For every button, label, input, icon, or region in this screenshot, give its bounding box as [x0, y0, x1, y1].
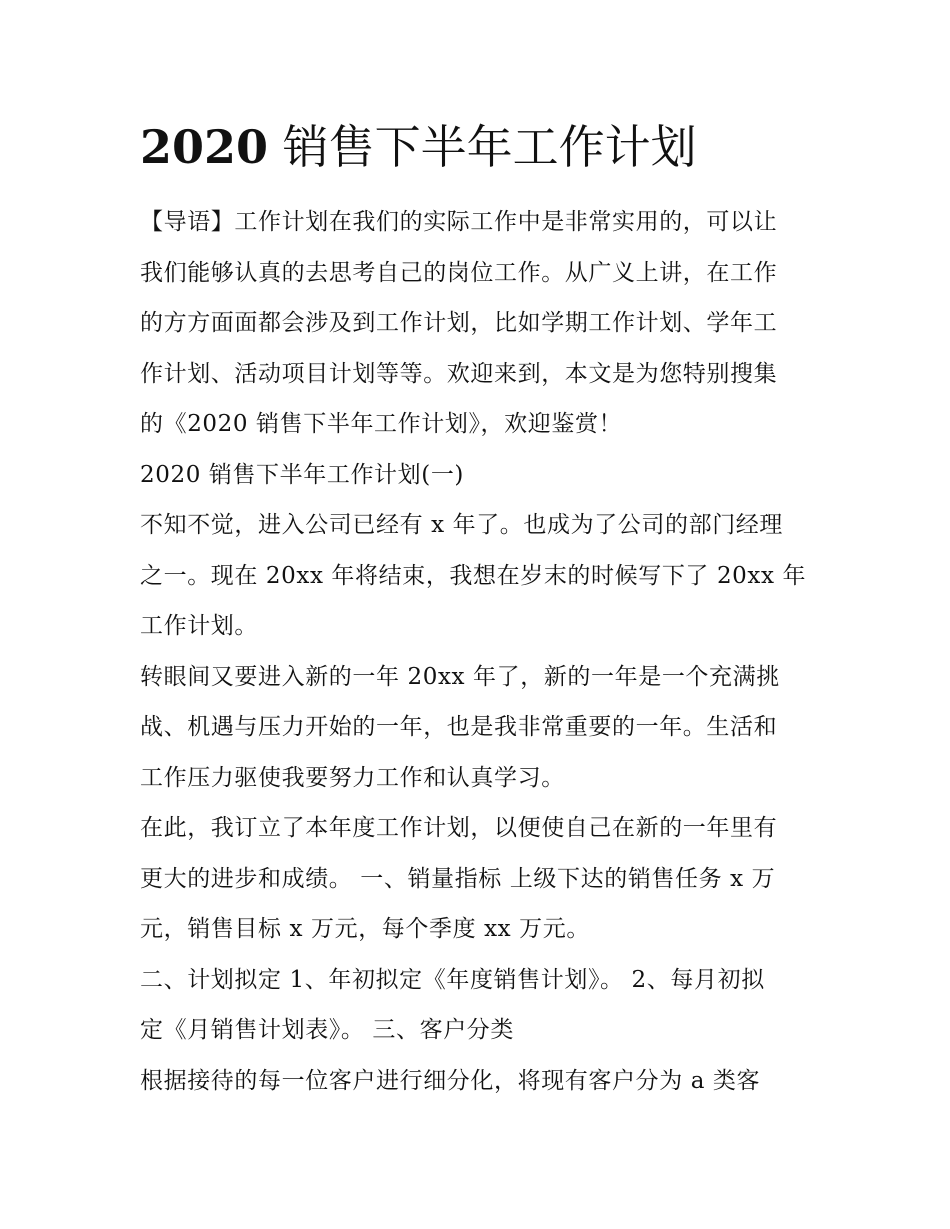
text-line: 【导语】工作计划在我们的实际工作中是非常实用的，可以让 [140, 209, 778, 235]
text-line: 的《2020 销售下半年工作计划》，欢迎鉴赏！ [140, 411, 623, 437]
document-title [140, 112, 820, 182]
document-body [140, 197, 812, 1106]
text-line: 二、计划拟定 1、年初拟定《年度销售计划》。 2、每月初拟 [140, 966, 765, 993]
text-line: 工作压力驱使我要努力工作和认真学习。 [140, 764, 565, 791]
text-line: 之一。现在 20xx 年将结束，我想在岁末的时候写下了 20xx 年 [140, 562, 807, 589]
text-line: 的方方面面都会涉及到工作计划，比如学期工作计划、学年工 [140, 310, 778, 336]
text-line: 定《月销售计划表》。 三、客户分类 [140, 1017, 515, 1043]
text-line: 我们能够认真的去思考自己的岗位工作。从广义上讲，在工作 [140, 259, 778, 286]
title-text: 销售下半年工作计划 [282, 120, 697, 174]
text-line: 转眼间又要进入新的一年 20xx 年了，新的一年是一个充满挑 [140, 663, 780, 690]
text-line: 根据接待的每一位客户进行细分化，将现有客户分为 a 类客 [140, 1067, 761, 1094]
title-year: 2020 [140, 120, 269, 174]
text-line: 元，销售目标 x 万元，每个季度 xx 万元。 [140, 916, 590, 942]
text-line: 战、机遇与压力开始的一年，也是我非常重要的一年。生活和 [140, 714, 778, 740]
section-heading: 2020 销售下半年工作计划(一) [140, 461, 464, 488]
text-line: 作计划、活动项目计划等等。欢迎来到，本文是为您特别搜集 [140, 360, 778, 387]
text-line: 更大的进步和成绩。 一、销量指标 上级下达的销售任务 x 万 [140, 865, 776, 892]
text-line: 在此，我订立了本年度工作计划，以便使自己在新的一年里有 [140, 815, 778, 841]
text-line: 不知不觉，进入公司已经有 x 年了。也成为了公司的部门经理 [140, 512, 783, 538]
text-line: 工作计划。 [140, 613, 258, 639]
